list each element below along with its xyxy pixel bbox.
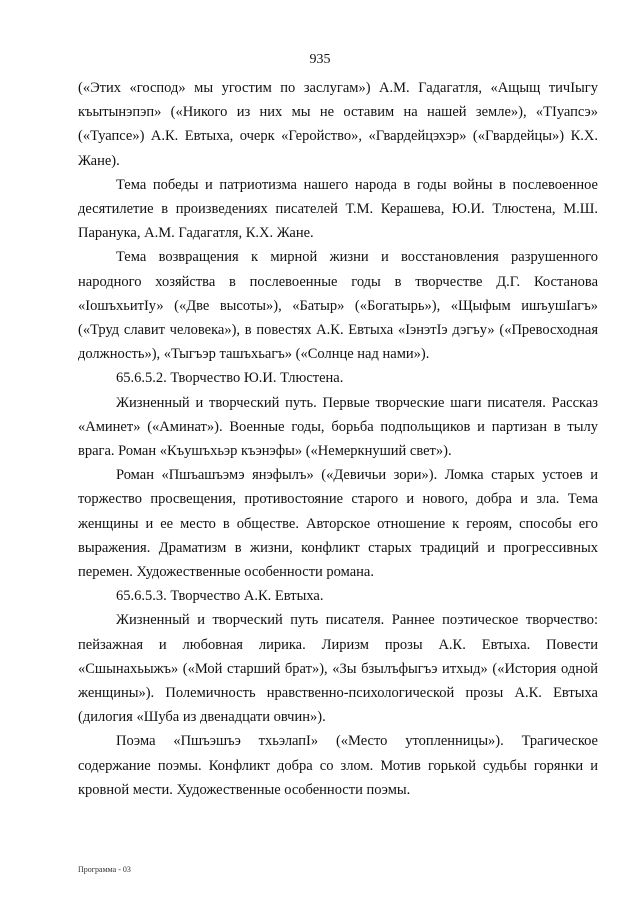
- paragraph-evtykh-poem: Поэма «Пшъэшъэ тхьэлапI» («Место утопленницы»). Трагическое содержание поэмы. Конфликт добра со злом. Мотив горькой судьбы горянки и кровной мести. Художественные особенности поэмы.: [78, 733, 598, 798]
- paragraph-victory-theme: Тема победы и патриотизма нашего народа в годы войны в послевоенное десятилетие в произведениях писателей Т.М. Керашева, Ю.И. Тлюстена, М.Ш. Паранука, А.М. Гадагатля, К.Х. Жане.: [78, 176, 598, 242]
- section-heading-tlyusten: 65.6.5.2. Творчество Ю.И. Тлюстена.: [116, 370, 344, 387]
- page-number: 935: [309, 52, 331, 67]
- paragraph-continuation: («Этих «господ» мы угостим по заслугам») А.М. Гадагатля, «Ащыщ тичIыгу къытынэпэп» («Никого из них мы не оставим на нашей земле»), «ТIуапсэ» («Туапсе») А.К. Евтыха, очерк «Геройство», «Гвардейцэхэр» («Гвардейцы») К.Х. Жане).: [78, 80, 598, 169]
- page-footer: Программа - 03: [78, 865, 131, 874]
- paragraph-peaceful-life-theme: Тема возвращения к мирной жизни и восстановления разрушенного народного хозяйства в послевоенные годы в творчестве Д.Г. Костанова «IошъхьитIу» («Две высоты»), «Батыр» («Богатырь»), «Щыфым ишъушIагъ» («Труд славит человека»), в повестях А.К. Евтыха «IэнэтIэ дэгъу» («Превосходная должность»), «Тыгъэр ташъхьагъ» («Солнце над нами»).: [78, 249, 598, 363]
- paragraph-tlyusten-novel: Роман «Пшъашъэмэ янэфылъ» («Девичьи зори»). Ломка старых устоев и торжество просвещения, противостояние старого и нового, добра и зла. Тема женщины и ее место в обществе. Авторское отношение к героям, способы его выражения. Драматизм в жизни, конфликт старых традиций и прогрессивных перемен. Художественные особенности романа.: [78, 467, 598, 581]
- section-heading-evtykh: 65.6.5.3. Творчество А.К. Евтыха.: [116, 588, 324, 605]
- paragraph-tlyusten-life: Жизненный и творческий путь. Первые творческие шаги писателя. Рассказ «Аминет» («Аминат»). Военные годы, борьба подпольщиков и партизан в тылу врага. Роман «Къушъхьэр къэнэфы» («Немеркнуший свет»).: [78, 394, 598, 460]
- page-body: [78, 76, 598, 802]
- paragraph-evtykh-life: Жизненный и творческий путь писателя. Раннее поэтическое творчество: пейзажная и любовная лирика. Лиризм прозы А.К. Евтыха. Повести «Сшынахьыжъ» («Мой старший брат»), «Зы бзылъфыгъэ итхыд» («История одной женщины»). Полемичность нравственно-психологической прозы А.К. Евтыха (дилогия «Шуба из двенадцати овчин»).: [78, 612, 598, 726]
